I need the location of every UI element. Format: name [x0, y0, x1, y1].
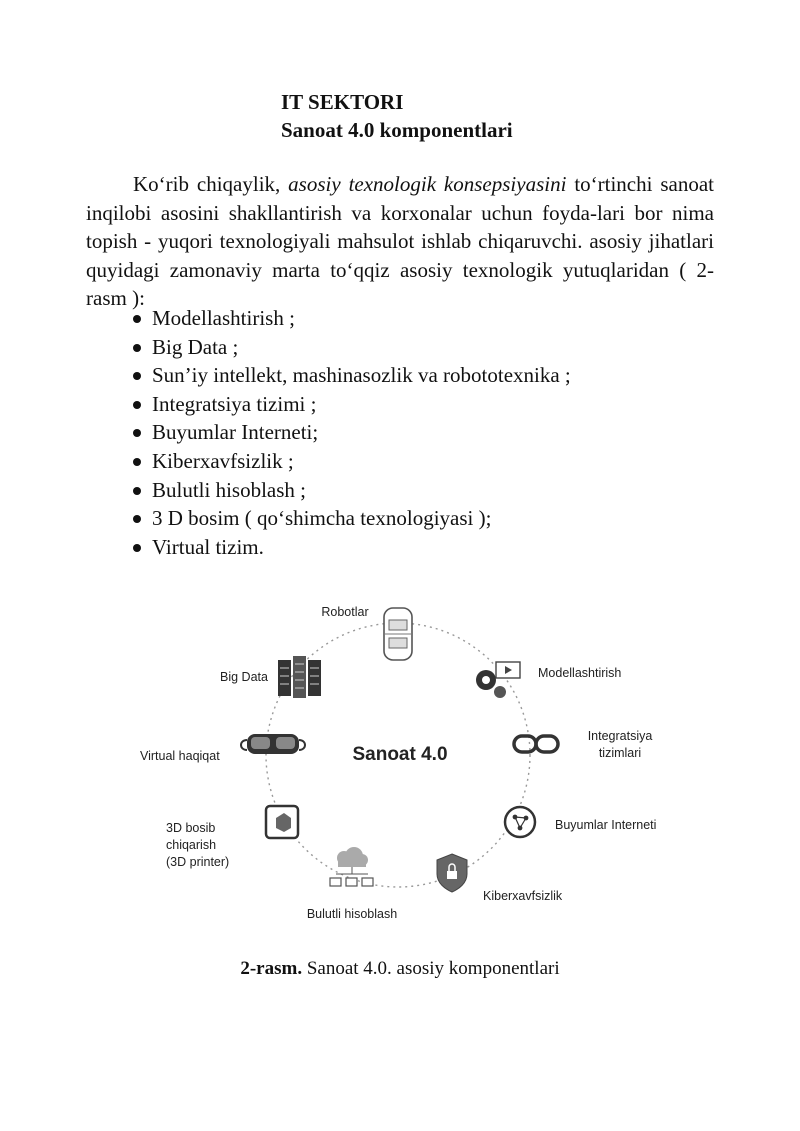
- node-label-3dprint-3: (3D printer): [166, 855, 230, 869]
- intro-text-emphasis: asosiy texnologik konsepsiyasini: [288, 172, 567, 196]
- intro-paragraph: [86, 170, 714, 313]
- shield-lock-icon: [437, 854, 467, 892]
- node-label-bigdata: Big Data: [220, 670, 268, 684]
- list-item: Sun’iy intellekt, mashinasozlik va robototexnika ;: [130, 361, 571, 390]
- components-list: [130, 304, 571, 561]
- page-subtitle: Sanoat 4.0 komponentlari: [281, 118, 513, 142]
- node-label-iot: Buyumlar Interneti: [555, 818, 657, 832]
- industry40-diagram: [130, 590, 690, 930]
- list-item: Big Data ;: [130, 333, 571, 362]
- list-item: Bulutli hisoblash ;: [130, 476, 571, 505]
- list-item: Kiberxavfsizlik ;: [130, 447, 571, 476]
- vr-headset-icon: [241, 734, 305, 754]
- list-item: Integratsiya tizimi ;: [130, 390, 571, 419]
- page-heading: [281, 88, 513, 144]
- list-item: Modellashtirish ;: [130, 304, 571, 333]
- node-label-3dprint-2: chiqarish: [166, 838, 217, 852]
- chain-icon: [514, 736, 558, 752]
- page-title: IT SEKTORI: [281, 90, 404, 114]
- list-item: 3 D bosim ( qo‘shimcha texnologiyasi );: [130, 504, 571, 533]
- intro-text-post: to‘rtinchi sanoat inqilobi asosini shakllantirish va korxonalar uchun foyda-lari bor nima topish - yuqori texnologiyali mahsulot ishlab chiqaruvchi. asosiy jihatlari quyidagi zamonaviy marta to‘qqiz asosiy texnologik yutuqlaridan ( 2-rasm ):: [86, 172, 715, 311]
- node-label-modelling: Modellashtirish: [538, 666, 622, 680]
- node-label-integration-2: tizimlari: [598, 746, 642, 760]
- robot-car-icon: [384, 608, 412, 660]
- diagram-svg: [130, 590, 690, 930]
- node-label-robots: Robotlar: [321, 605, 369, 619]
- list-item: Virtual tizim.: [130, 533, 571, 562]
- diagram-center-title: Sanoat 4.0: [352, 744, 448, 765]
- list-item: Buyumlar Interneti;: [130, 418, 571, 447]
- caption-text: Sanoat 4.0. asosiy komponentlari: [302, 958, 560, 979]
- server-rack-icon: [278, 656, 321, 698]
- node-label-3dprint-1: 3D bosib: [166, 821, 216, 835]
- 3d-printer-icon: [266, 806, 298, 838]
- network-globe-icon: [505, 807, 535, 837]
- node-label-cloud: Bulutli hisoblash: [306, 907, 398, 921]
- node-label-vr: Virtual haqiqat: [140, 749, 220, 763]
- figure-caption: [0, 958, 800, 980]
- caption-label: 2-rasm.: [240, 958, 303, 979]
- node-label-integration-1: Integratsiya: [587, 729, 653, 743]
- intro-text-pre: Ko‘rib chiqaylik,: [133, 172, 289, 196]
- gears-icon: [476, 662, 520, 698]
- node-label-cyber: Kiberxavfsizlik: [483, 889, 563, 903]
- cloud-computing-icon: [330, 847, 373, 886]
